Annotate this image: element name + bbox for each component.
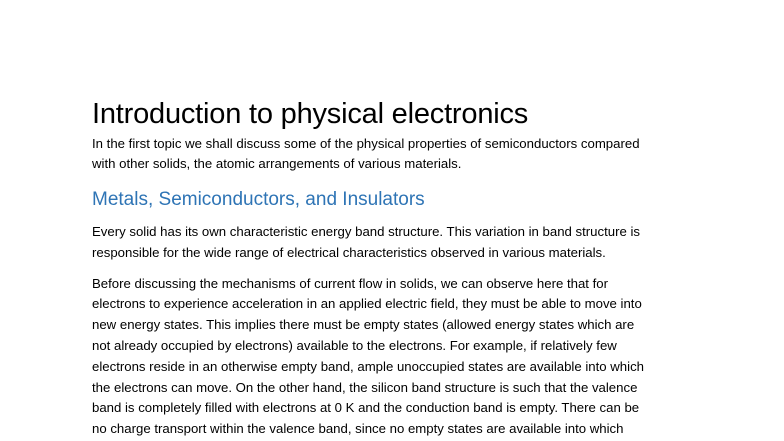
paragraph2-line-6: the electrons can move. On the other hand, the silicon band structure is such that the valence — [92, 379, 638, 395]
paragraph2-line-1: Before discussing the mechanisms of current flow in solids, we can observe here that for — [92, 275, 609, 291]
paragraph1-line-1: Every solid has its own characteristic energy band structure. This variation in band structure is — [92, 224, 641, 239]
document-title: Introduction to physical electronics — [92, 98, 529, 130]
paragraph2-line-5: electrons reside in an otherwise empty band, ample unoccupied states are available into which — [92, 358, 644, 374]
intro-line-1: In the first topic we shall discuss some of the physical properties of semiconductors compared — [92, 136, 640, 151]
paragraph2-line-7: band is completely filled with electrons at 0 K and the conduction band is empty. There can be — [92, 400, 640, 416]
document-page — [92, 96, 692, 440]
paragraph-band-structure — [92, 222, 692, 264]
paragraph2-line-8: no charge transport within the valence band, since no empty states are available into which — [92, 421, 624, 437]
paragraph2-line-3: new energy states. This implies there must be empty states (allowed energy states which are — [92, 317, 635, 333]
paragraph-current-flow — [92, 274, 692, 440]
paragraph2-line-2: electrons to experience acceleration in an applied electric field, they must be able to move into — [92, 296, 642, 312]
intro-paragraph — [92, 134, 692, 174]
section-heading: Metals, Semiconductors, and Insulators — [92, 189, 425, 210]
paragraph1-line-2: responsible for the wide range of electrical characteristics observed in various materials. — [92, 244, 606, 260]
intro-line-2: with other solids, the atomic arrangements of various materials. — [92, 156, 462, 171]
paragraph2-line-4: not already occupied by electrons) available to the electrons. For example, if relatively few — [92, 337, 617, 353]
